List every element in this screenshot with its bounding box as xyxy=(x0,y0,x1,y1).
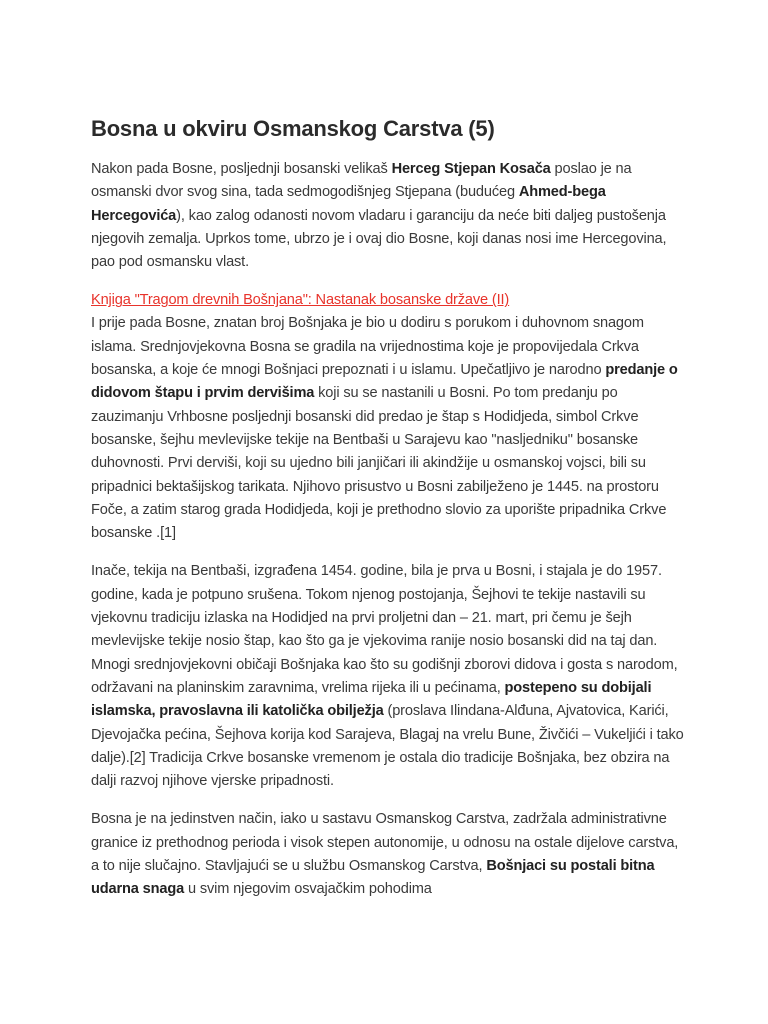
emphasis-obiljezja: postepeno su dobijali islamska, pravoslavna ili katolička obilježja xyxy=(91,679,652,720)
article-title: Bosna u okviru Osmanskog Carstva (5) xyxy=(91,116,495,141)
paragraph-1-text: Nakon pada Bosne, posljednji bosanski velikaš xyxy=(91,161,392,177)
emphasis-predanje: predanje o didovom štapu i prvim dervišima xyxy=(91,362,678,402)
article-body xyxy=(91,114,687,902)
paragraph-1-text: ), kao zalog odanosti novom vladaru i garanciju da neće biti daljeg pustošenja njegovih zemalja. Uprkos tome, ubrzo je i ovaj dio Bosne, koji danas nosi ime Hercegovina, pao pod osmansku vlast. xyxy=(91,207,667,271)
paragraph-4 xyxy=(91,808,687,901)
paragraph-2 xyxy=(91,312,687,545)
paragraph-3-text: Inače, tekija na Bentbaši, izgrađena 1454. godine, bila je prva u Bosni, i stajala je do 1957. godine, kada je potpuno srušena. Tokom njenog postojanja, Šejhovi te tekije nastavili su vjekovnu tradiciju izlaska na Hodidjed na prvi proljetni dan – 21. mart, pri čemu je šejh mevlevijske tekije nosio štap, kao što ga je vjekovima ranije nosio bosanski did na taj dan. Mnogi srednjovjekovni običaji Bošnjaka kao što su godišnji zborovi didova i gosta s narodom, održavani na planinskim zaravnima, vrelima rijeka ili u pećinama, xyxy=(91,563,678,696)
paragraph-1-text: poslao je na osmanski dvor svog sina, tada sedmogodišnjeg Stjepana (budućeg xyxy=(91,161,632,201)
name-herceg-stjepan-kosaca: Herceg Stjepan Kosača xyxy=(391,161,551,177)
paragraph-4-text: u svim njegovim osvajačkim pohodima xyxy=(184,881,432,898)
emphasis-udarna-snaga: Bošnjaci su postali bitna udarna snaga xyxy=(91,858,655,898)
paragraph-2-text: I prije pada Bosne, znatan broj Bošnjaka je bio u dodiru s porukom i duhovnom snagom islama. Srednjovjekovna Bosna se gradila na vrijednostima koje je propovijedala Crkva bosanska, a koje će mnogi Bošnjaci prepoznati i u islamu. Upečatljivo je narodno xyxy=(91,315,644,379)
name-ahmed-bega-hercegovica: Ahmed-bega Hercegovića xyxy=(91,184,606,224)
paragraph-1 xyxy=(91,158,687,274)
related-book-link[interactable]: Knjiga "Tragom drevnih Bošnjana": Nastanak bosanske države (II) xyxy=(91,292,510,309)
paragraph-3 xyxy=(91,560,687,793)
paragraph-3-text: (proslava Ilindana-Alđuna, Ajvatovica, Karići, Djevojačka pećina, Šejhova korija kod Sarajeva, Blagaj na vrelu Bune, Živčići – Vukeljići i tako dalje).[2] Tradicija Crkve bosanske vremenom je ostala dio tradicije Bošnjaka, bez obzira na dalji razvoj njihove vjerske pripadnosti. xyxy=(91,703,684,790)
paragraph-4-text: Bosna je na jedinstven način, iako u sastavu Osmanskog Carstva, zadržala administrativne granice iz prethodnog perioda i visok stepen autonomije, u odnosu na ostale dijelove carstva, a to nije slučajno. Stavljajući se u službu Osmanskog Carstva, xyxy=(91,811,679,875)
paragraph-2-text: koji su se nastanili u Bosni. Po tom predanju po zauzimanju Vrhbosne posljednji bosanski did predao je štap s Hodidjeda, simbol Crkve bosanske, šejhu mevlevijske tekije na Bentbaši u Sarajevu kao "nasljedniku" bosanske duhovnosti. Prvi derviši, koji su ujedno bili janjičari ili akindžije u osmanskoj vojsci, bili su pripadnici bektašijskog tarikata. Njihovo prisustvo u Bosni zabilježeno je 1445. na prostoru Foče, a zatim starog grada Hodidjeda, koji je prethodno slovio za uporište pripadnika Crkve bosanske .[1] xyxy=(91,385,667,542)
